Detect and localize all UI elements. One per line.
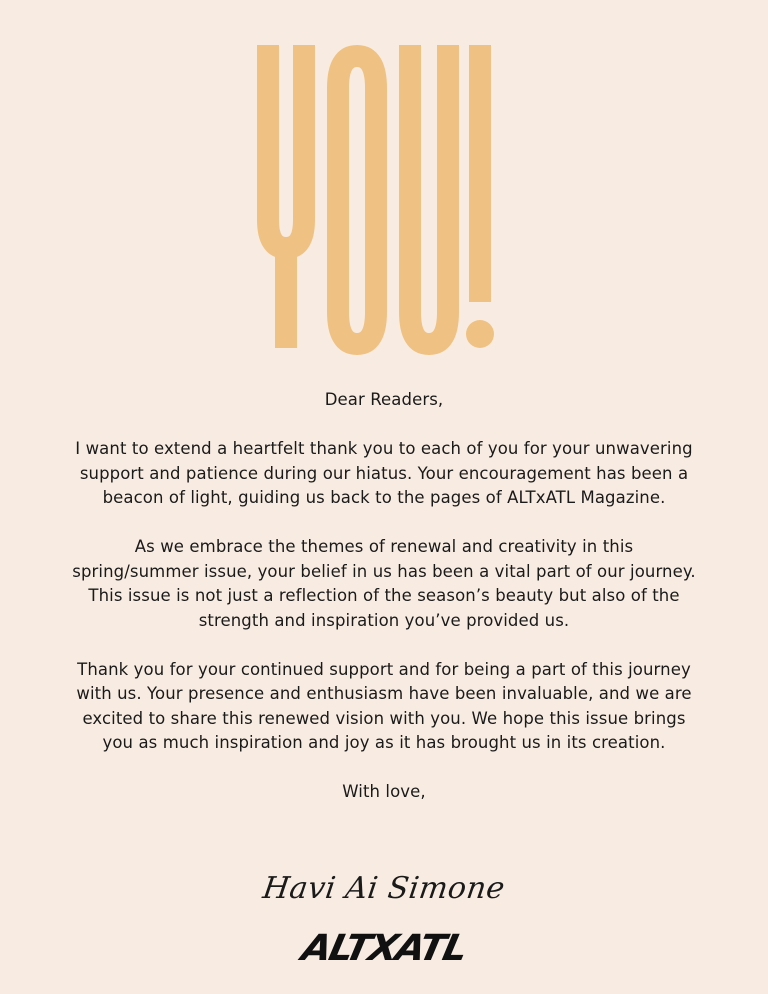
hero-letter-o — [338, 56, 376, 344]
letter-body — [70, 388, 698, 805]
signature: Havi Ai Simone — [260, 870, 508, 906]
hero-headline — [0, 40, 768, 370]
letter-paragraph: Thank you for your continued support and for being a part of this journey with us. Your presence and enthusiasm have been invaluable, and we are excited to share this renewed vision with you. We hope this issue brings you as much inspiration and joy as it has brought us in its creation. — [76, 659, 692, 752]
hero-letter-y — [268, 45, 304, 348]
hero-word-graphic — [254, 40, 514, 370]
hero-letter-u — [410, 45, 448, 344]
altxatl-logo: ALTXATL — [298, 927, 470, 969]
letter-paragraph: As we embrace the themes of renewal and creativity in this spring/summer issue, your belief in us has been a vital part of our journey. This issue is not just a reflection of the season’s beauty but also of the strength and inspiration you’ve provided us. — [72, 537, 696, 630]
closing: With love, — [342, 782, 426, 801]
salutation: Dear Readers, — [324, 390, 444, 409]
letter-paragraph: I want to extend a heartfelt thank you to each of you for your unwavering support and patience during our hiatus. Your encouragement has been a beacon of light, guiding us back to the pages of ALTxATL Magazine. — [75, 439, 693, 507]
hero-letter-exclamation — [466, 45, 494, 348]
